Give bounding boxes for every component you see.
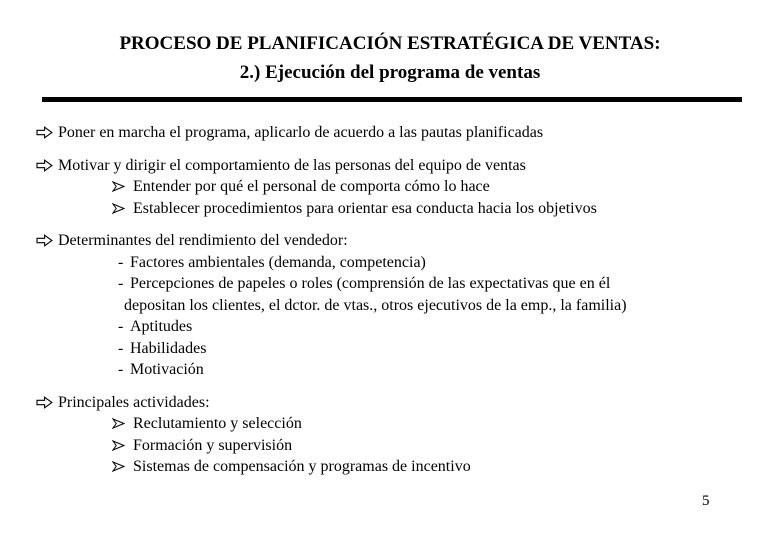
right-arrow-icon xyxy=(36,396,53,409)
dash-item-text: Factores ambientales (demanda, competencia) xyxy=(130,253,426,271)
dash-item-continuation xyxy=(0,295,780,317)
dash-item xyxy=(0,252,780,274)
title-line-2: 2.) Ejecución del programa de ventas xyxy=(239,62,541,83)
bullet-item xyxy=(0,230,780,252)
dash-bullet: - xyxy=(118,339,124,357)
dash-item-text: Habilidades xyxy=(130,339,207,357)
dash-bullet: - xyxy=(118,318,124,335)
arrowhead-icon xyxy=(112,461,125,472)
sub-bullet-text: Entender por qué el personal de comporta cómo lo hace xyxy=(133,178,490,195)
bullet-block xyxy=(0,230,780,381)
dash-continuation-text: depositan los clientes, el dctor. de vtas., otros ejecutivos de la emp., la familia) xyxy=(124,296,627,314)
bullet-block xyxy=(0,392,780,478)
sub-bullet-text: Formación y supervisión xyxy=(133,436,293,454)
title-line-1: PROCESO DE PLANIFICACIÓN ESTRATÉGICA DE VENTAS: xyxy=(119,33,661,54)
sub-bullet-text: Sistemas de compensación y programas de incentivo xyxy=(133,458,471,475)
title-divider xyxy=(42,97,742,102)
page-number: 5 xyxy=(702,493,710,509)
dash-item xyxy=(0,273,780,295)
sub-bullet-item xyxy=(0,413,780,435)
sub-bullet-item xyxy=(0,176,780,198)
right-arrow-icon xyxy=(36,234,53,247)
bullet-text: Motivar y dirigir el comportamiento de las personas del equipo de ventas xyxy=(58,156,526,174)
dash-item-text: Motivación xyxy=(130,361,204,378)
slide-body xyxy=(0,122,780,478)
arrowhead-icon xyxy=(112,181,125,192)
sub-bullet-item xyxy=(0,435,780,457)
sub-bullet-item xyxy=(0,456,780,478)
dash-item-text: Percepciones de papeles o roles (comprensión de las expectativas que en él xyxy=(130,275,611,292)
page-title xyxy=(0,0,780,87)
bullet-text: Principales actividades: xyxy=(58,393,210,411)
bullet-item xyxy=(0,122,780,144)
dash-item xyxy=(0,359,780,381)
dash-bullet: - xyxy=(118,253,124,271)
right-arrow-icon xyxy=(36,126,53,139)
sub-bullet-text: Establecer procedimientos para orientar esa conducta hacia los objetivos xyxy=(133,199,597,217)
dash-item-text: Aptitudes xyxy=(130,318,193,335)
dash-bullet: - xyxy=(118,275,124,292)
sub-bullet-item xyxy=(0,198,780,220)
bullet-block xyxy=(0,155,780,220)
bullet-block xyxy=(0,122,780,144)
arrowhead-icon xyxy=(112,440,125,451)
bullet-text: Determinantes del rendimiento del vendedor: xyxy=(58,232,348,249)
sub-bullet-text: Reclutamiento y selección xyxy=(133,415,302,432)
bullet-item xyxy=(0,155,780,177)
dash-item xyxy=(0,316,780,338)
dash-item xyxy=(0,338,780,360)
dash-bullet: - xyxy=(118,361,124,378)
arrowhead-icon xyxy=(112,203,125,214)
right-arrow-icon xyxy=(36,159,53,172)
bullet-text: Poner en marcha el programa, aplicarlo de acuerdo a las pautas planificadas xyxy=(58,124,544,141)
bullet-item xyxy=(0,392,780,414)
arrowhead-icon xyxy=(112,418,125,429)
